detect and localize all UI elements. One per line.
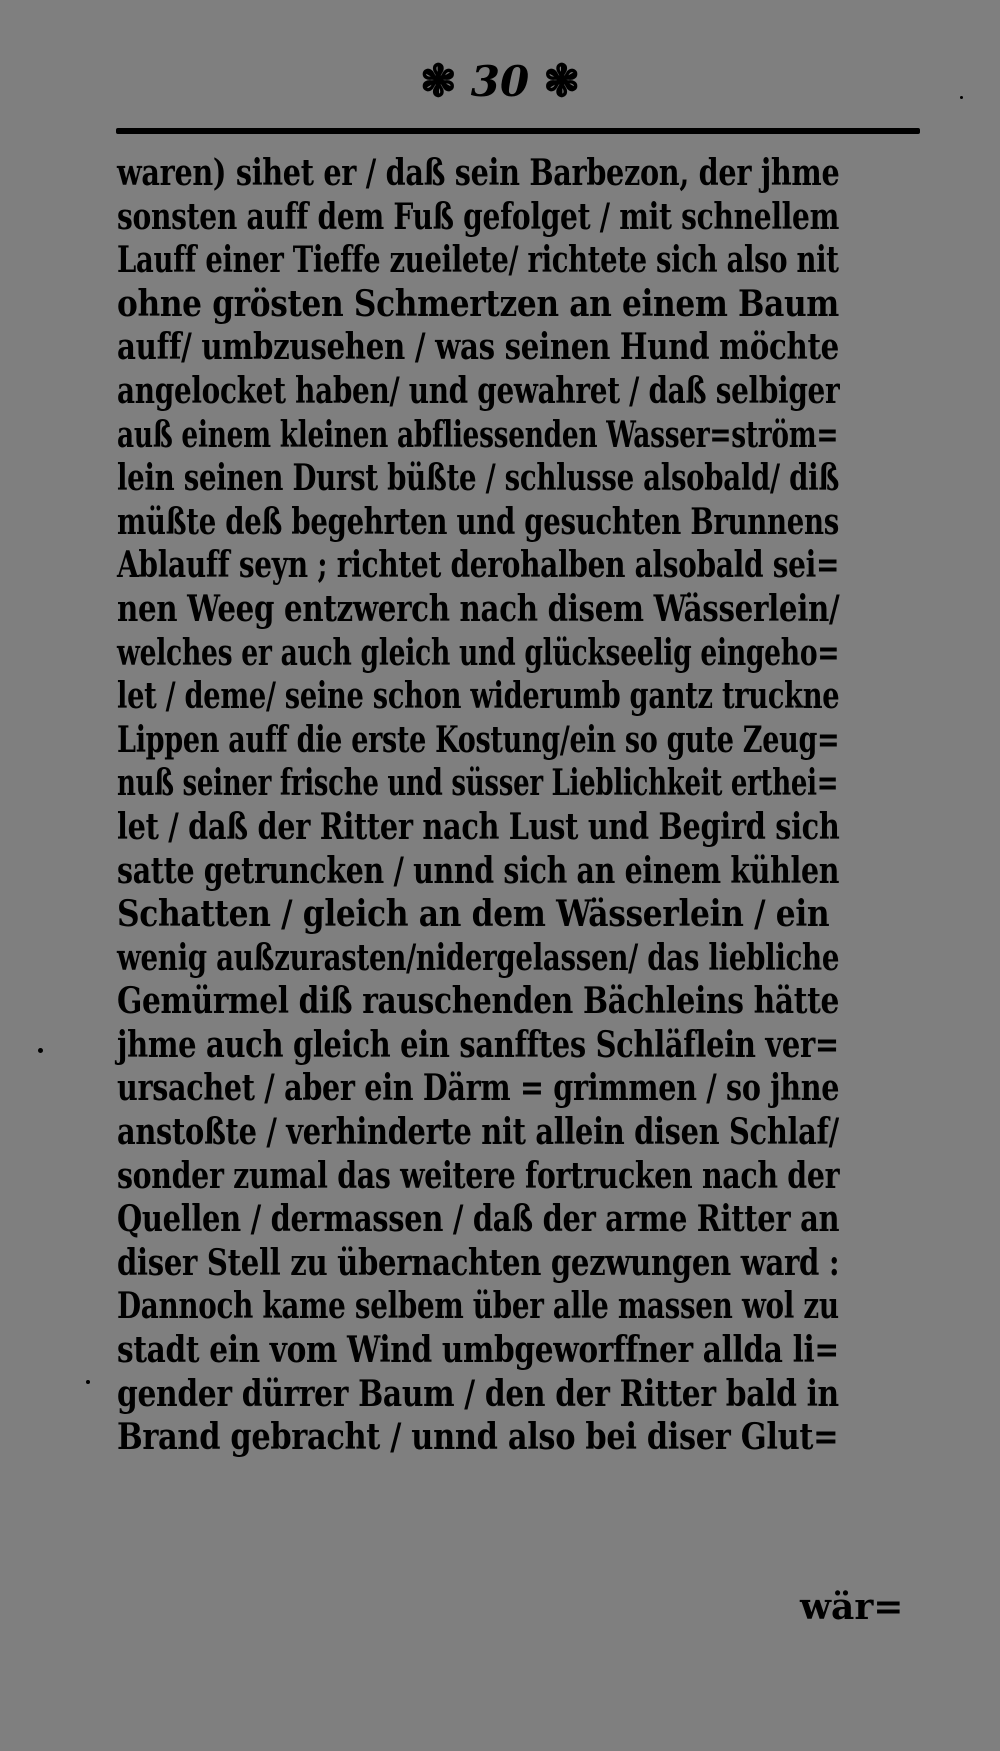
text-line: Ablauff seyn ; richtet derohalben alsobald sei= (117, 544, 840, 587)
text-line: müßte deß begehrten und gesuchten Brunnens (117, 500, 839, 543)
header-rule (116, 128, 920, 134)
text-line: nen Weeg entzwerch nach disem Wässerlein/ (117, 587, 840, 630)
text-line: stadt ein vom Wind umbgeworffner allda li= (117, 1329, 839, 1372)
ornament-right-icon: ❃ (543, 56, 581, 107)
text-line: Schatten / gleich an dem Wässerlein / ein (117, 893, 830, 936)
text-line: auff/ umbzusehen / was seinen Hund möchte (117, 326, 839, 369)
text-line: jhme auch gleich ein sanfftes Schläflein ver= (117, 1023, 839, 1066)
ornament-left-icon: ❃ (419, 56, 457, 107)
text-line: ohne grösten Schmertzen an einem Baum (117, 282, 839, 325)
text-line: let / deme/ seine schon widerumb gantz truckne (117, 675, 840, 718)
print-speck (38, 1048, 43, 1053)
text-line: Lauff einer Tieffe zueilete/ richtete sich also nit (117, 239, 839, 282)
text-line: lein seinen Durst büßte / schlusse alsobald/ diß (117, 457, 839, 500)
text-line: satte getruncken / unnd sich an einem kühlen (117, 849, 840, 892)
text-line: gender dürrer Baum / den der Ritter bald in (117, 1372, 839, 1415)
text-line: wenig außzurasten/nidergelassen/ das liebliche (117, 936, 840, 979)
text-line: waren) sihet er / daß sein Barbezon, der jhme (117, 152, 840, 194)
print-speck (960, 96, 963, 99)
text-line: welches er auch gleich und glückseelig eingeho= (117, 631, 840, 674)
text-line: Lippen auff die erste Kostung/ein so gute Zeug= (117, 718, 840, 761)
page-header (0, 52, 1000, 112)
text-line: anstoßte / verhinderte nit allein disen Schlaf/ (117, 1111, 839, 1154)
text-line: diser Stell zu übernachten gezwungen ward : (117, 1241, 840, 1284)
text-line: Dannoch kame selbem über alle massen wol zu (117, 1285, 839, 1328)
catchword: wär= (800, 1586, 904, 1628)
text-line: Quellen / dermassen / daß der arme Ritter an (117, 1198, 840, 1241)
text-line: let / daß der Ritter nach Lust und Begird sich (117, 805, 840, 848)
text-line: auß einem kleinen abfliessenden Wasser=ström= (117, 413, 839, 456)
body-text (117, 152, 947, 1460)
print-speck (86, 1380, 90, 1384)
text-line: nuß seiner frische und süsser Lieblichkeit erthei= (117, 762, 839, 805)
text-line: Brand gebracht / unnd also bei diser Glut= (117, 1416, 839, 1459)
page-number: 30 (470, 57, 530, 106)
text-line: angelocket haben/ und gewahret / daß selbiger (117, 369, 840, 412)
text-line: sonder zumal das weitere fortrucken nach der (117, 1154, 840, 1197)
text-line: sonsten auff dem Fuß gefolget / mit schnellem (117, 195, 840, 238)
text-line: ursachet / aber ein Därm = grimmen / so jhne (117, 1067, 840, 1110)
text-line: Gemürmel diß rauschenden Bächleins hätte (117, 980, 840, 1023)
